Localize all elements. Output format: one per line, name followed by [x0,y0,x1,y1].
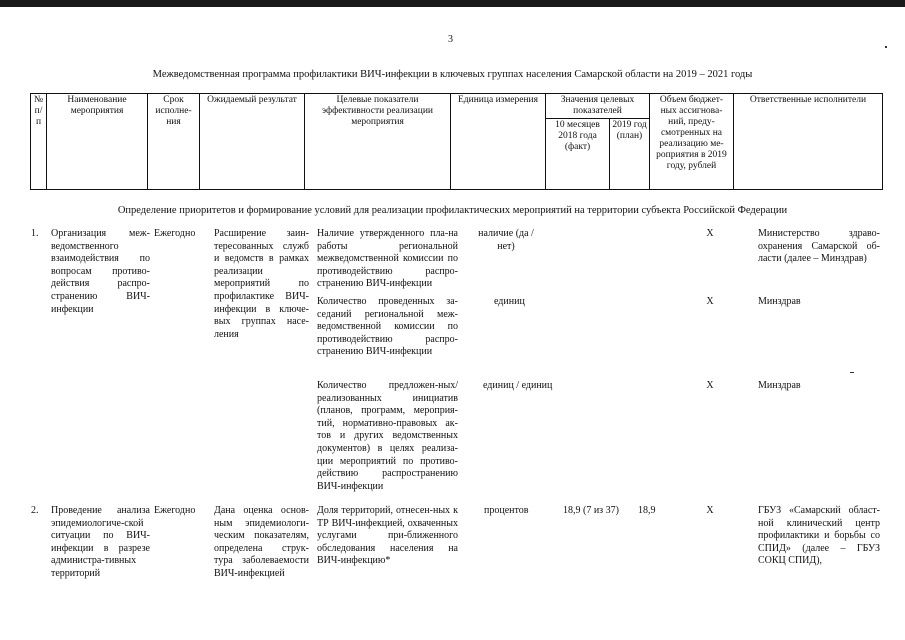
row1-deadline: Ежегодно [154,228,196,239]
row2-responsible: ГБУЗ «Самарский област-ной клинический центр профилактики и борьбы со СПИД» (далее – ГБУЗ СОКЦ СПИД), [758,505,880,567]
row1-indicator-3: Количество предложен-ных/реализованных инициатив (планов, программ, мероприя-тий, нормативно-правовых ак-тов и других ведомственных документов) в целях реализа-ции мероприятий по противо-действию распространению ВИЧ-инфекции [317,380,458,492]
table-header [30,93,883,190]
row2-value-plan: 18,9 [638,505,656,516]
header-value-plan: 2019 год (план) [610,119,650,190]
header-name: Наименование мероприятия [47,94,148,190]
row1-responsible-3: Минздрав [758,380,801,391]
header-indicators: Целевые показатели эффективности реализации мероприятия [305,94,451,190]
row2-deadline: Ежегодно [154,505,196,516]
row1-budget-1: Х [706,228,714,239]
row2-result: Дана оценка основ-ным эпидемиологи-ческим показателям, определена струк-тура заболеваемости ВИЧ-инфекцией [214,505,309,579]
section-title: Определение приоритетов и формирование условий для реализации профилактических мероприятий на территории субъекта Российской Федерации [117,205,788,216]
header-responsible: Ответственные исполнители [734,94,883,190]
row1-indicator-2: Количество проведенных за-седаний региональной меж-ведомственной комиссии по противодействию распро-странению ВИЧ-инфекции [317,296,458,358]
header-budget: Объем бюджет-ных ассигнова-ний, преду-смотренных на реализацию ме-роприятия в 2019 году, рублей [650,94,734,190]
row2-value-fact: 18,9 (7 из 37) [563,505,619,516]
row1-num: 1. [31,228,39,239]
row1-name: Организация меж-ведомственного взаимодействия по вопросам противо-действия распро-странению ВИЧ-инфекции [51,228,150,315]
row1-unit-3: единиц / единиц [483,380,553,391]
scan-speck [850,372,854,373]
header-deadline: Срок исполне-ния [148,94,200,190]
header-num: № п/п [31,94,47,190]
row1-budget-2: Х [706,296,714,307]
row1-responsible-2: Минздрав [758,296,801,307]
header-result: Ожидаемый результат [200,94,305,190]
header-values: Значения целевых показателей [546,94,650,119]
header-value-fact: 10 месяцев 2018 года (факт) [546,119,610,190]
row1-result: Расширение заин-тересованных служб и ведомств в рамках реализации мероприятий по профилактике ВИЧ-инфекции в ключе-вых группах насе-ления [214,228,309,340]
row2-indicator: Доля территорий, отнесен-ных к ТР ВИЧ-инфекцией, охваченных услугами при-ближенного обследования населения на ВИЧ-инфекцию* [317,505,458,567]
header-unit: Единица измерения [451,94,546,190]
row1-responsible-1: Министерство здраво-охранения Самарской об-ласти (далее – Минздрав) [758,228,880,265]
row2-num: 2. [31,505,39,516]
row2-unit: процентов [484,505,529,516]
row1-indicator-1: Наличие утвержденного пла-на работы региональной межведомственной комиссии по противодействию распро-странению ВИЧ-инфекции [317,228,458,290]
scan-speck [885,46,887,48]
row1-unit-2: единиц [494,296,525,307]
row2-name: Проведение анализа эпидемиологиче-ской ситуации по ВИЧ-инфекции в разрезе администра-тивных территорий [51,505,150,579]
row1-unit-1: наличие (да / нет) [478,228,534,252]
row2-budget: Х [706,505,714,516]
row1-budget-3: Х [706,380,714,391]
page-number: 3 [448,34,453,45]
document-title: Межведомственная программа профилактики ВИЧ-инфекции в ключевых группах населения Самарской области на 2019 – 2021 годы [152,69,753,80]
top-border [0,0,905,7]
